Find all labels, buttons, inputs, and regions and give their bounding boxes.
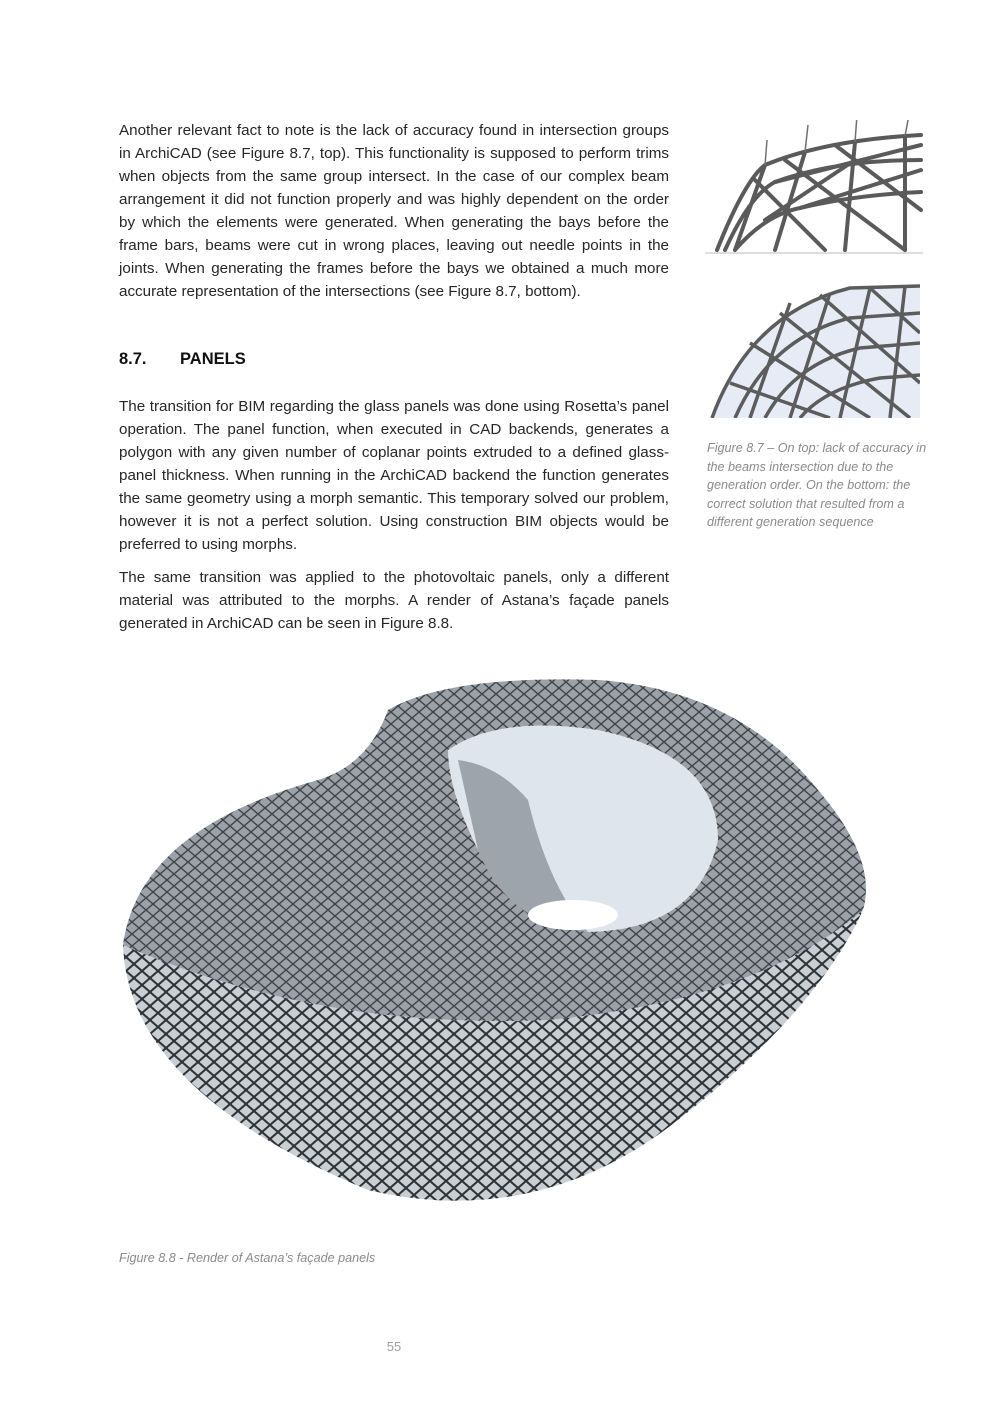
- figure-8-7-caption: Figure 8.7 – On top: lack of accuracy in the beams intersection due to the generation order. On the bottom: the correct solution that resulted from a different generation sequence: [707, 441, 927, 529]
- section-title: PANELS: [180, 350, 246, 368]
- body-paragraph-3: The same transition was applied to the photovoltaic panels, only a different material was attributed to the morphs. A render of Astana’s façade panels generated in ArchiCAD can be seen in Figure 8.8.: [119, 569, 669, 632]
- figure-8-8-caption: Figure 8.8 - Render of Astana’s façade panels: [119, 1251, 376, 1265]
- figure-8-8-render-image: [118, 670, 880, 1230]
- page-number: 55: [386, 1339, 402, 1354]
- body-paragraph-1: Another relevant fact to note is the lack of accuracy found in intersection groups in ArchiCAD (see Figure 8.7, top). This functionality is supposed to perform trims when objects from the same group intersect. In the case of our complex beam arrangement it did not function properly and was highly dependent on the order by which the elements were generated. When generating the bays before the frame bars, beams were cut in wrong places, leaving out needle points in the joints. When generating the frames before the bays we obtained a much more accurate representation of the intersections (see Figure 8.7, bottom).: [119, 122, 669, 300]
- section-heading: [119, 350, 246, 369]
- section-number: 8.7.: [119, 350, 147, 368]
- figure-8-7-bottom-image: [710, 283, 920, 418]
- body-paragraph-2: The transition for BIM regarding the glass panels was done using Rosetta’s panel operation. The panel function, when executed in CAD backends, generates a polygon with any given number of coplanar points extruded to a defined glass-panel thickness. When running in the ArchiCAD backend the function generates the same geometry using a morph semantic. This temporary solved our problem, however it is not a perfect solution. Using construction BIM objects would be preferred to using morphs.: [119, 398, 669, 553]
- figure-8-7-top-image: [705, 120, 923, 255]
